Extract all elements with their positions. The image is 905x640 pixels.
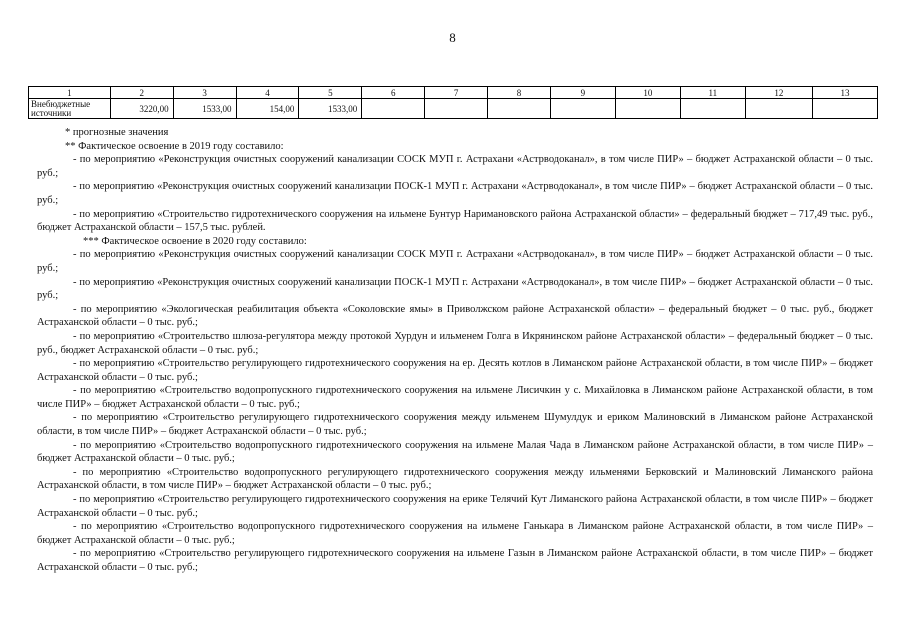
column-header: 1 (29, 87, 111, 99)
list-item: - по мероприятию «Строительство шлюза-регулятора между протокой Хурдун и ильменем Голга в Икрянинском районе Астраханской области» – федеральный бюджет – 0 тыс. руб., бюджет Астраханской области – 0 тыс. руб.; (37, 330, 873, 356)
list-item: - по мероприятию «Реконструкция очистных сооружений канализации СОСК МУП г. Астрахани «Астрводоканал», в том числе ПИР» – бюджет Астраханской области – 0 тыс. руб.; (37, 249, 873, 274)
footnote-2020-heading: *** Фактическое освоение в 2020 году составило: (83, 235, 307, 247)
list-item: - по мероприятию «Экологическая реабилитация объекта «Соколовские ямы» в Приволжском районе Астраханской области» – федеральный бюджет – 0 тыс. руб., бюджет Астраханской области – 0 тыс. руб.; (37, 303, 873, 329)
list-item: - по мероприятию «Строительство водопропускного регулирующего гидротехнического сооружения между ильменями Берковский и Малиновский Лиманского района Астраханской области, в том числе ПИР» – бюджет Астраханской области – 0 тыс. руб.; (37, 466, 873, 492)
column-header: 2 (110, 87, 173, 99)
list-item: - по мероприятию «Строительство водопропускного гидротехнического сооружения на ильмене Ганькара в Лиманском районе Астраханской области, в том числе ПИР» – бюджет Астраханской области – 0 тыс. руб.; (37, 521, 873, 546)
column-header: 5 (299, 87, 362, 99)
table-cell (680, 99, 745, 119)
table-cell (615, 99, 680, 119)
page-number: 8 (449, 30, 456, 45)
budget-table (28, 86, 878, 119)
list-item: - по мероприятию «Строительство регулирующего гидротехнического сооружения между ильменем Шумулдук и ериком Малиновский в Лиманском районе Астраханской области, в том числе ПИР» – бюджет Астраханской области – 0 тыс. руб.; (37, 412, 873, 438)
row-label: Внебюджетные источники (29, 99, 111, 119)
column-header: 10 (615, 87, 680, 99)
table-cell (362, 99, 425, 119)
table-cell (488, 99, 551, 119)
column-header: 4 (236, 87, 299, 99)
column-header: 3 (173, 87, 236, 99)
footnotes (37, 126, 873, 575)
table-row (29, 99, 878, 119)
list-item: - по мероприятию «Реконструкция очистных сооружений канализации ПОСК-1 МУП г. Астрахани «Астрводоканал», в том числе ПИР» – бюджет Астраханской области – 0 тыс. руб.; (37, 276, 873, 302)
list-item: - по мероприятию «Строительство гидротехнического сооружения на ильмене Бунтур Наримановского района Астраханской области» – федеральный бюджет – 717,49 тыс. руб., бюджет Астраханской области – 157,5 тыс. рублей. (37, 208, 873, 234)
list-item: - по мероприятию «Строительство регулирующего гидротехнического сооружения на ерике Телячий Кут Лиманского района Астраханской области, в том числе ПИР» – бюджет Астраханской области – 0 тыс. руб.; (37, 494, 873, 519)
column-header: 8 (488, 87, 551, 99)
table-header-row (29, 87, 878, 99)
list-item: - по мероприятию «Строительство регулирующего гидротехнического сооружения на ильмене Газын в Лиманском районе Астраханской области, в том числе ПИР» – бюджет Астраханской области – 0 тыс. руб.; (37, 548, 873, 573)
column-header: 13 (812, 87, 877, 99)
list-item: - по мероприятию «Строительство водопропускного гидротехнического сооружения на ильмене Малая Чада в Лиманском районе Астраханской области, в том числе ПИР» – бюджет Астраханской области – 0 тыс. руб.; (37, 439, 873, 465)
column-header: 9 (550, 87, 615, 99)
list-item: - по мероприятию «Строительство регулирующего гидротехнического сооружения на ер. Десять котлов в Лиманском районе Астраханской области, в том числе ПИР» – бюджет Астраханской области – 0 тыс. руб.; (37, 358, 873, 383)
list-item: - по мероприятию «Строительство водопропускного гидротехнического сооружения на ильмене Лисичкин у с. Михайловка в Лиманском районе Астраханской области, в том числе ПИР» – бюджет Астраханской области – 0 тыс. руб.; (37, 385, 873, 410)
list-item: - по мероприятию «Реконструкция очистных сооружений канализации ПОСК-1 МУП г. Астрахани «Астрводоканал», в том числе ПИР» – бюджет Астраханской области – 0 тыс. руб.; (37, 181, 873, 206)
table-cell: 3220,00 (110, 99, 173, 119)
footnote-forecast: * прогнозные значения (65, 127, 169, 138)
table-cell (745, 99, 812, 119)
column-header: 6 (362, 87, 425, 99)
list-item: - по мероприятию «Реконструкция очистных сооружений канализации СОСК МУП г. Астрахани «Астрводоканал», в том числе ПИР» – бюджет Астраханской области – 0 тыс. руб.; (37, 154, 873, 179)
table-cell: 154,00 (236, 99, 299, 119)
column-header: 7 (425, 87, 488, 99)
table-cell (812, 99, 877, 119)
footnote-2019-heading: ** Фактическое освоение в 2019 году составило: (65, 140, 284, 152)
table-cell: 1533,00 (173, 99, 236, 119)
table-cell: 1533,00 (299, 99, 362, 119)
table-cell (550, 99, 615, 119)
column-header: 12 (745, 87, 812, 99)
table-cell (425, 99, 488, 119)
column-header: 11 (680, 87, 745, 99)
